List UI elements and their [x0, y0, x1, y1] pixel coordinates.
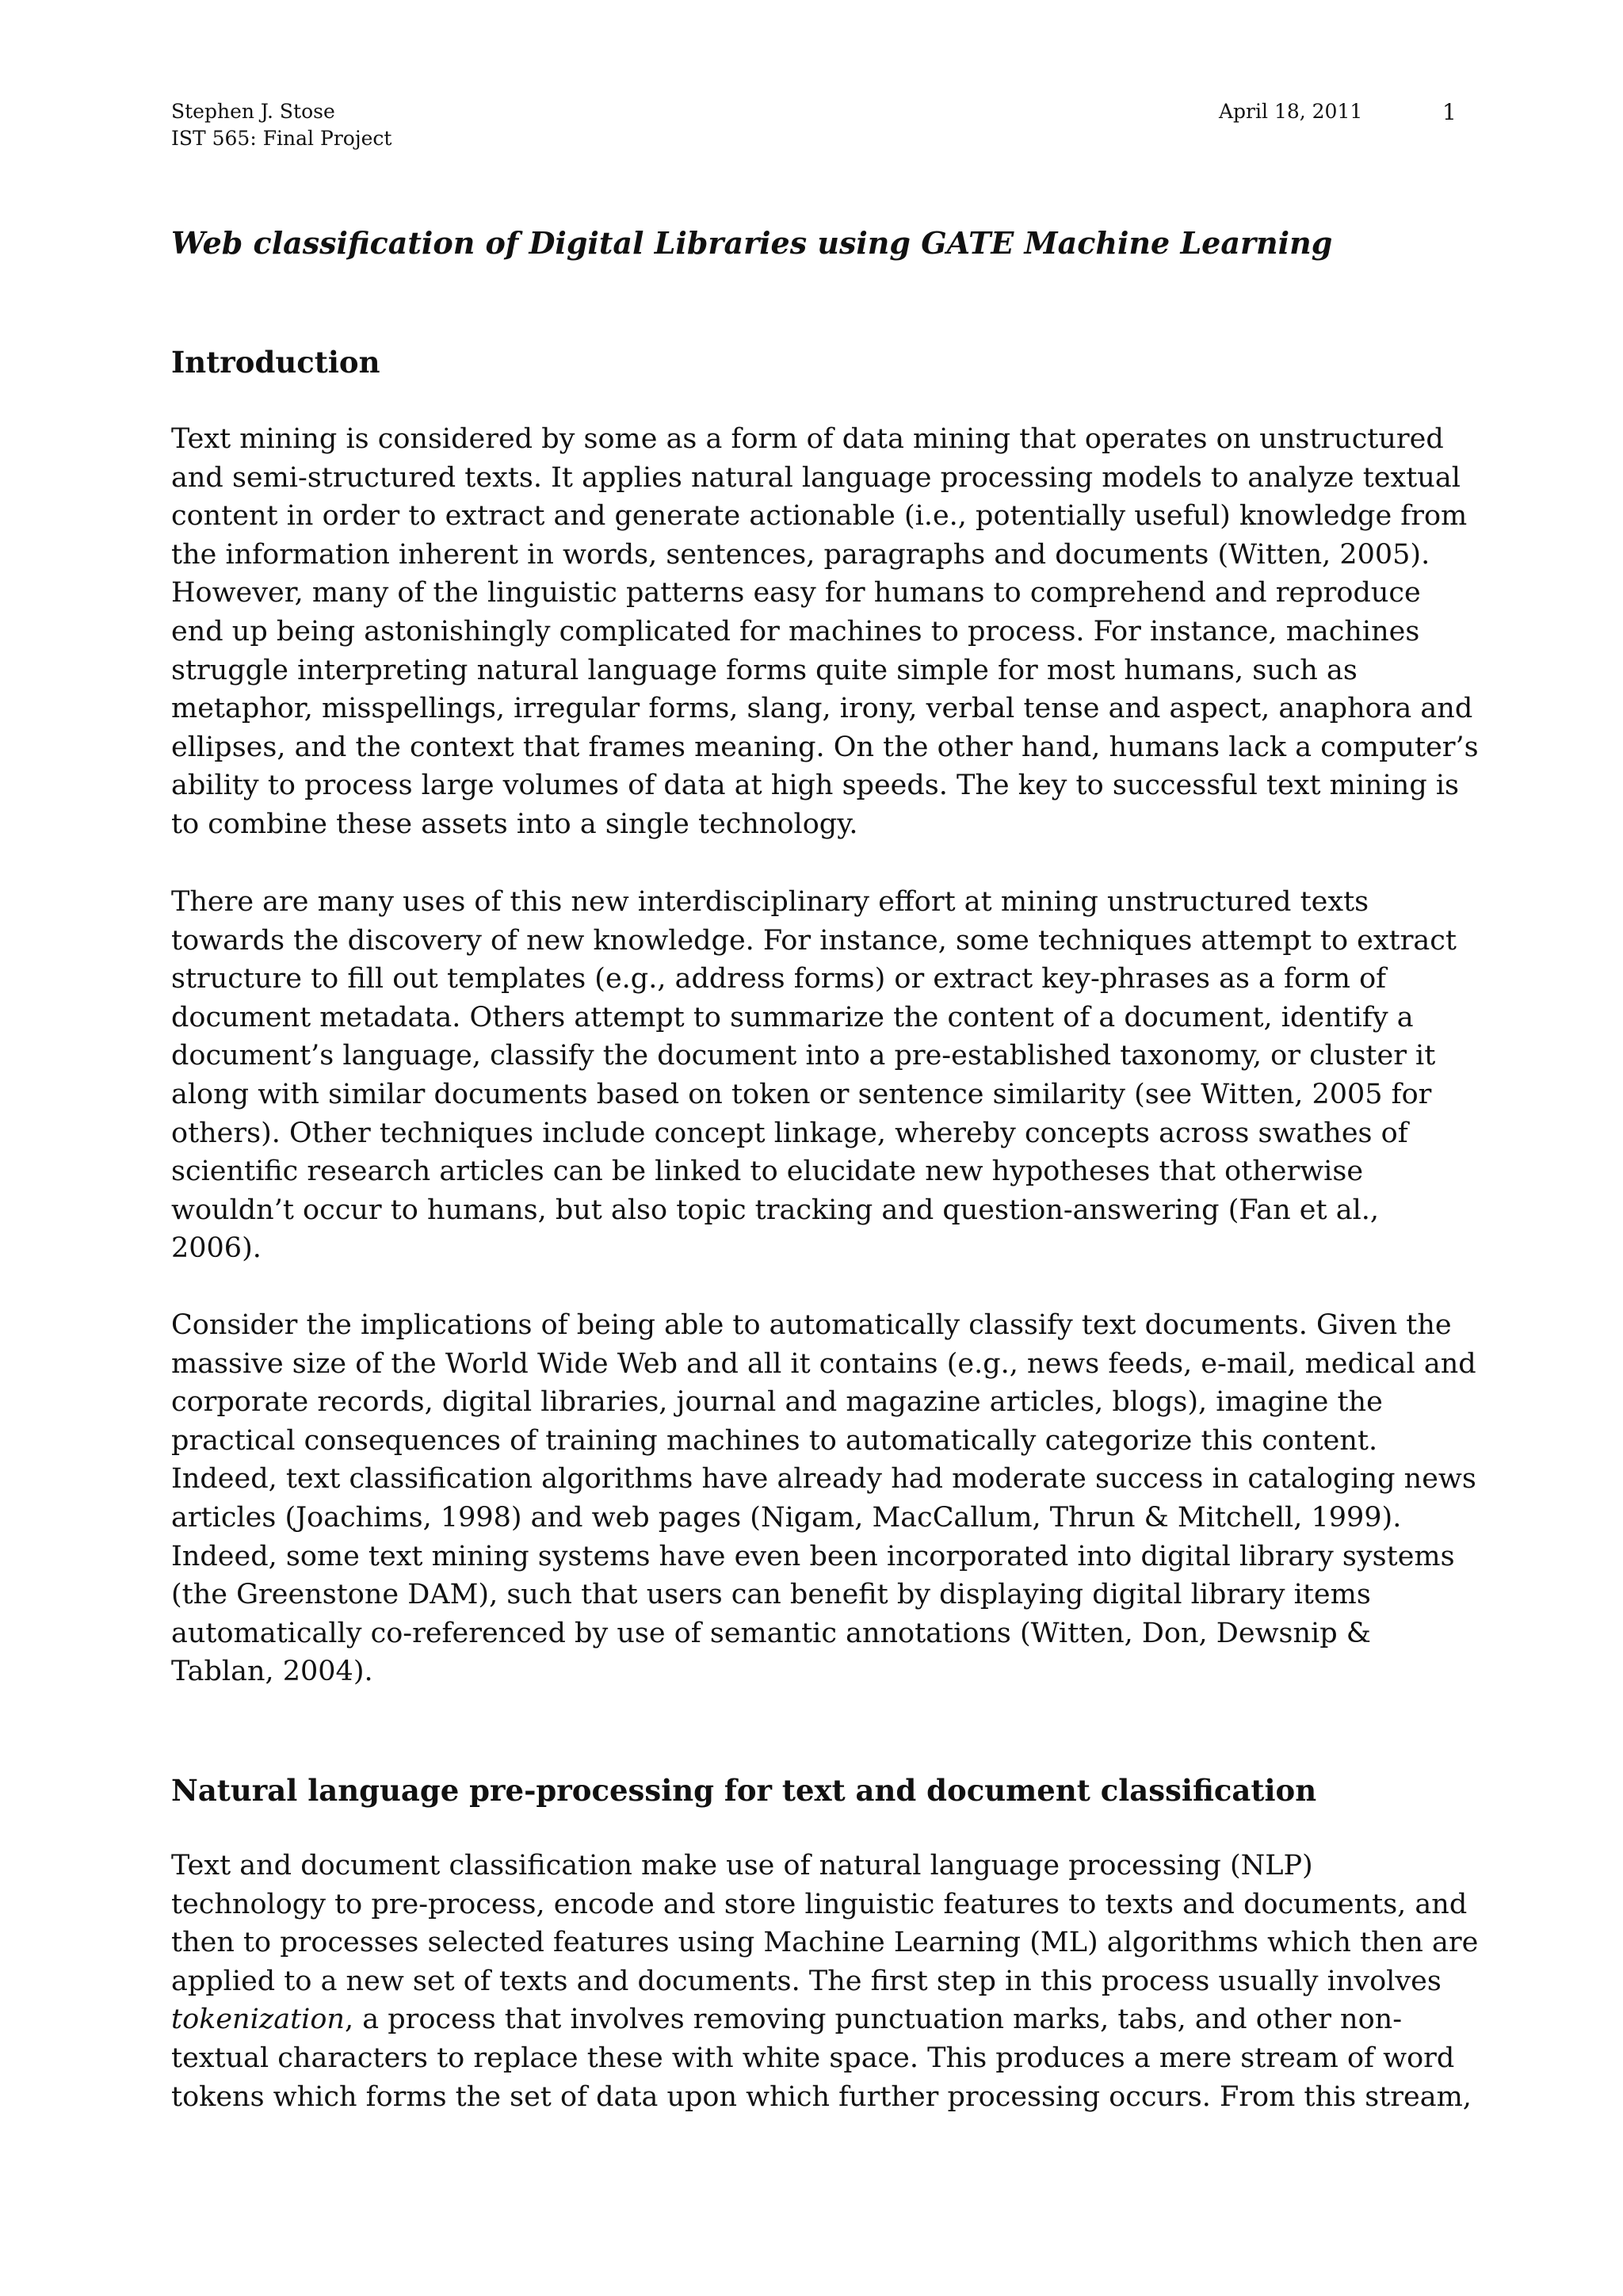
text-line: Text mining is considered by some as a form of data mining that operates on unstructured: [171, 423, 1444, 455]
paragraph: [171, 883, 1471, 1268]
text-line: (the Greenstone DAM), such that users can benefit by displaying digital library items: [171, 1579, 1371, 1611]
text-line: Indeed, some text mining systems have even been incorporated into digital library systems: [171, 1540, 1455, 1572]
text-line-rest: , a process that involves removing punctuation marks, tabs, and other non-: [344, 2004, 1403, 2036]
text-line: [171, 2000, 1471, 2039]
text-line: ability to process large volumes of data at high speeds. The key to successful text mining is: [171, 770, 1460, 802]
text-line: ellipses, and the context that frames meaning. On the other hand, humans lack a computer’s: [171, 731, 1479, 763]
text-line: massive size of the World Wide Web and all it contains (e.g., news feeds, e-mail, medical and: [171, 1347, 1476, 1380]
text-line: document’s language, classify the document into a pre-established taxonomy, or cluster it: [171, 1040, 1436, 1072]
text-line: technology to pre-process, encode and store linguistic features to texts and documents, and: [171, 1888, 1468, 1920]
running-header: [171, 98, 391, 152]
text-line: articles (Joachims, 1998) and web pages (Nigam, MacCallum, Thrun & Mitchell, 1999).: [171, 1501, 1402, 1534]
text-line: corporate records, digital libraries, journal and magazine articles, blogs), imagine the: [171, 1386, 1383, 1419]
text-line: Text and document classification make use of natural language processing (NLP): [171, 1850, 1313, 1881]
header-date: April 18, 2011: [1219, 100, 1363, 123]
text-line: to combine these assets into a single technology.: [171, 808, 858, 840]
text-line: wouldn’t occur to humans, but also topic tracking and question-answering (Fan et al.,: [171, 1194, 1380, 1226]
section-heading-nlp-preprocessing: Natural language pre-processing for text and document classification: [171, 1773, 1317, 1808]
text-line: the information inherent in words, sentences, paragraphs and documents (Witten, 2005).: [171, 538, 1430, 571]
section-heading-introduction: Introduction: [171, 345, 380, 380]
text-line: document metadata. Others attempt to summarize the content of a document, identify a: [171, 1001, 1414, 1033]
paragraph: [171, 420, 1479, 844]
text-line: Indeed, text classification algorithms have already had moderate success in cataloging news: [171, 1463, 1476, 1496]
italic-term: tokenization: [171, 2004, 345, 2036]
text-line: automatically co-referenced by use of semantic annotations (Witten, Don, Dewsnip &: [171, 1617, 1371, 1649]
text-line: practical consequences of training machines to automatically categorize this content.: [171, 1424, 1378, 1457]
text-line: applied to a new set of texts and documents. The first step in this process usually involves: [171, 1965, 1442, 1997]
text-line: There are many uses of this new interdisciplinary effort at mining unstructured texts: [171, 886, 1369, 918]
text-line: metaphor, misspellings, irregular forms, slang, irony, verbal tense and aspect, anaphora and: [171, 693, 1473, 725]
text-line: content in order to extract and generate actionable (i.e., potentially useful) knowledge from: [171, 500, 1468, 533]
header-author: Stephen J. Stose: [171, 100, 335, 123]
text-line: tokens which forms the set of data upon which further processing occurs. From this stream,: [171, 2080, 1472, 2113]
text-line: structure to fill out templates (e.g., address forms) or extract key-phrases as a form of: [171, 963, 1387, 995]
text-line: struggle interpreting natural language forms quite simple for most humans, such as: [171, 654, 1358, 686]
text-line: 2006).: [171, 1232, 262, 1265]
text-line: textual characters to replace these with white space. This produces a mere stream of word: [171, 2042, 1455, 2074]
paragraph: [171, 1847, 1479, 2116]
paragraph: [171, 1306, 1476, 1691]
text-line: and semi-structured texts. It applies natural language processing models to analyze textual: [171, 461, 1461, 494]
text-line: Consider the implications of being able to automatically classify text documents. Given the: [171, 1309, 1452, 1341]
text-line: then to processes selected features using Machine Learning (ML) algorithms which then are: [171, 1927, 1479, 1959]
page-number: 1: [1442, 99, 1457, 125]
text-line: Tablan, 2004).: [171, 1656, 373, 1688]
text-line: However, many of the linguistic patterns easy for humans to comprehend and reproduce: [171, 577, 1421, 609]
text-line: others). Other techniques include concept linkage, whereby concepts across swathes of: [171, 1117, 1408, 1149]
text-line: end up being astonishingly complicated for machines to process. For instance, machines: [171, 615, 1420, 648]
text-line: towards the discovery of new knowledge. For instance, some techniques attempt to extract: [171, 924, 1457, 957]
text-line: along with similar documents based on token or sentence similarity (see Witten, 2005 for: [171, 1078, 1432, 1110]
header-course: IST 565: Final Project: [171, 127, 392, 150]
text-line: scientific research articles can be linked to elucidate new hypotheses that otherwise: [171, 1156, 1364, 1188]
document-title: Web classification of Digital Libraries using GATE Machine Learning: [171, 225, 1333, 261]
